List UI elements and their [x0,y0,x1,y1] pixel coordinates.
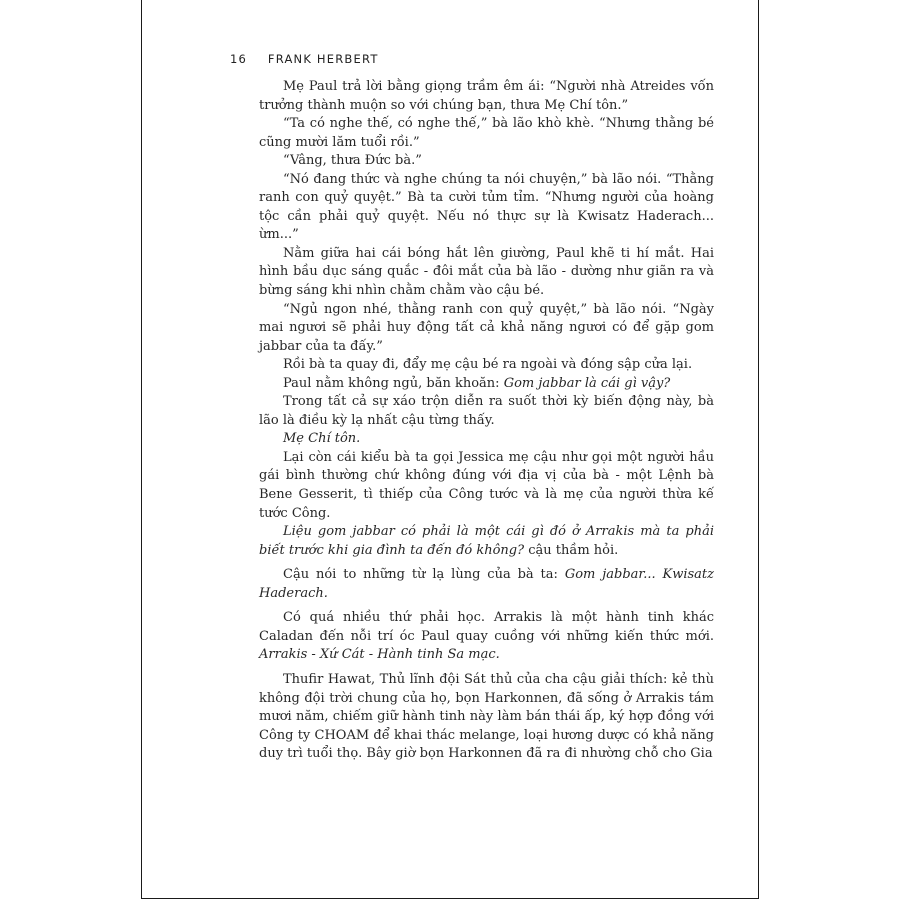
paragraph [259,115,714,152]
text-run: “Nó đang thức và nghe chúng ta nói chuyện,” bà lão nói. “Thằng ranh con quỷ quyệt.” Bà ta cười tủm tỉm. “Nhưng người của hoàng tộc cần phải quỷ quyệt. Nếu nó thực sự là Kwisatz Haderach... ừm...” [259,171,714,243]
italic-text-run: Mẹ Chí tôn. [283,431,361,447]
text-run: Lại còn cái kiểu bà ta gọi Jessica mẹ cậu như gọi một người hầu gái bình thường chứ không đúng với địa vị của bà - một Lệnh bà Bene Gesserit, tì thiếp của Công tước và là mẹ của người thừa kế tước Công. [259,449,714,521]
paragraph [259,171,714,245]
paragraph [259,523,714,560]
text-run: “Ta có nghe thế, có nghe thế,” bà lão khò khè. “Nhưng thằng bé cũng mười lăm tuổi rồi.” [259,116,714,150]
paragraph [259,449,714,523]
text-run: cậu thầm hỏi. [524,542,619,558]
text-run: Mẹ Paul trả lời bằng giọng trầm êm ái: “Người nhà Atreides vốn trưởng thành muộn so với chúng bạn, thưa Mẹ Chí tôn.” [259,79,714,113]
text-run: “Vâng, thưa Đức bà.” [283,153,422,169]
paragraph [259,609,714,665]
italic-text-run: Gom jabbar... Kwisatz Haderach. [259,567,714,601]
paragraph [259,671,714,764]
paragraph [259,375,714,394]
paragraph [259,566,714,603]
paragraph [259,152,714,171]
paragraph [259,78,714,115]
paragraph [259,301,714,357]
text-run: “Ngủ ngon nhé, thằng ranh con quỷ quyệt,” bà lão nói. “Ngày mai ngươi sẽ phải huy động tất cả khả năng ngươi có để gặp gom jabbar của ta đấy.” [259,301,714,354]
italic-text-run: Arrakis - Xứ Cát - Hành tinh Sa mạc. [259,647,500,663]
paragraph [259,430,714,449]
text-run: Trong tất cả sự xáo trộn diễn ra suốt thời kỳ biến động này, bà lão là điều kỳ lạ nhất cậu từng thấy. [259,394,714,428]
running-head [230,52,379,66]
book-page [141,0,759,899]
italic-text-run: Liệu gom jabbar có phải là một cái gì đó ở Arrakis mà ta phải biết trước khi gia đình ta đến đó không? [259,524,714,558]
text-run: Thufir Hawat, Thủ lĩnh đội Sát thủ của cha cậu giải thích: kẻ thù không đội trời chung của họ, bọn Harkonnen, đã sống ở Arrakis tám mươi năm, chiếm giữ hành tinh này làm bán thái ấp, ký hợp đồng với Công ty CHOAM để khai thác melange, loại hương dược có khả năng duy trì tuổi thọ. Bây giờ bọn Harkonnen đã ra đi nhường chỗ cho Gia [259,671,714,762]
text-run: Cậu nói to những từ lạ lùng của bà ta: [283,567,565,583]
text-run: Nằm giữa hai cái bóng hắt lên giường, Paul khẽ ti hí mắt. Hai hình bầu dục sáng quắc - đôi mắt của bà lão - dường như giãn ra và bừng sáng khi nhìn chằm chằm vào cậu bé. [259,245,714,299]
running-title: FRANK HERBERT [267,52,379,66]
paragraph [259,393,714,430]
text-run: Có quá nhiều thứ phải học. Arrakis là một hành tinh khác Caladan đến nỗi trí óc Paul quay cuồng với những kiến thức mới. [259,610,714,644]
text-run: Rồi bà ta quay đi, đẩy mẹ cậu bé ra ngoài và đóng sập cửa lại. [283,357,693,373]
italic-text-run: Gom jabbar là cái gì vậy? [503,375,671,391]
body-text [259,78,714,764]
text-run: Paul nằm không ngủ, băn khoăn: [283,375,504,391]
paragraph [259,356,714,375]
page-number: 16 [230,52,248,66]
paragraph [259,245,714,301]
